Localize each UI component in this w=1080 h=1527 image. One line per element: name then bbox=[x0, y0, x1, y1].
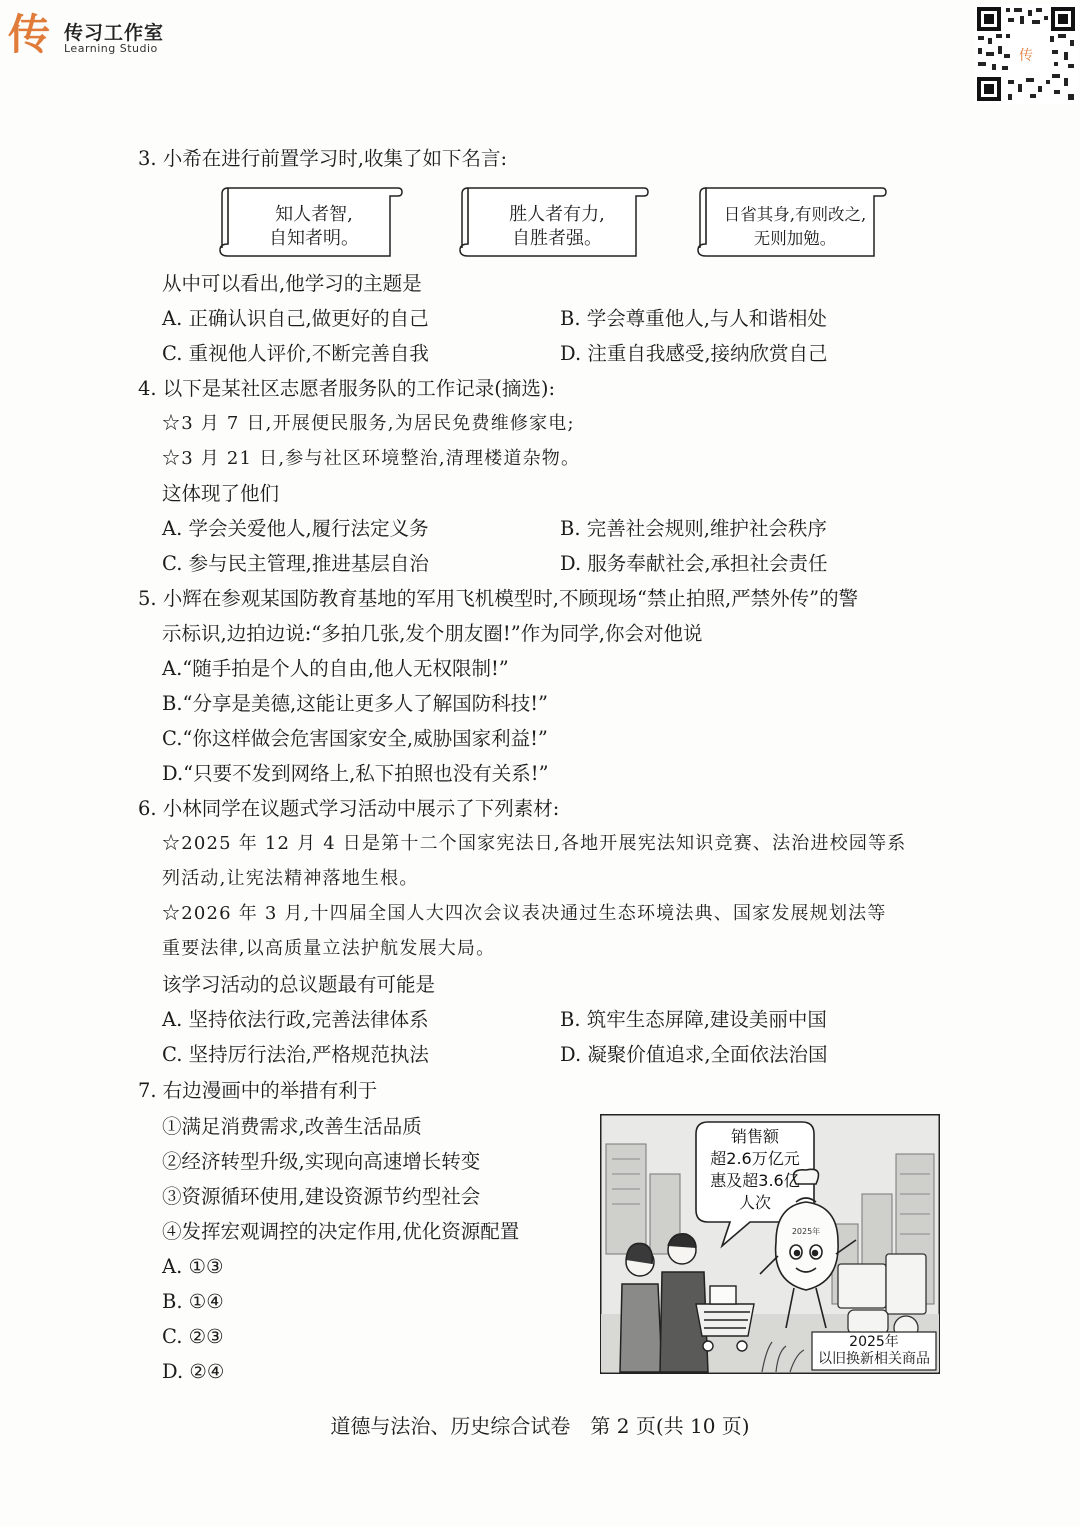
q5-option-a: A.“随手拍是个人的自由,他人无权限制!” bbox=[162, 657, 509, 680]
q3-scroll-2 bbox=[454, 182, 650, 260]
q4-material-1: ☆3 月 7 日,开展便民服务,为居民免费维修家电; bbox=[162, 413, 575, 434]
q7-cartoon bbox=[600, 1114, 940, 1374]
scroll-2-line1: 胜人者有力, bbox=[509, 204, 605, 225]
q4-stem: 4. 以下是某社区志愿者服务队的工作记录(摘选): bbox=[138, 377, 556, 400]
q3-option-c: C. 重视他人评价,不断完善自我 bbox=[162, 342, 429, 365]
q4-prompt: 这体现了他们 bbox=[162, 482, 280, 505]
q3-scroll-1 bbox=[214, 182, 404, 260]
bubble-line-3: 惠及超3.6亿 bbox=[710, 1171, 800, 1190]
scroll-1-line1: 知人者智, bbox=[275, 204, 353, 225]
q7-item-2: ②经济转型升级,实现向高速增长转变 bbox=[162, 1150, 481, 1173]
q7-item-1: ①满足消费需求,改善生活品质 bbox=[162, 1115, 422, 1138]
q6-option-a: A. 坚持依法行政,完善法律体系 bbox=[162, 1008, 429, 1031]
caption-text: 以旧换新相关商品 bbox=[818, 1351, 930, 1367]
scroll-3-line1: 日省其身,有则改之, bbox=[723, 205, 867, 224]
studio-logo-mark: 传 bbox=[8, 10, 51, 59]
page-footer: 道德与法治、历史综合试卷 第 2 页(共 10 页) bbox=[330, 1414, 750, 1438]
q7-option-c: C. ②③ bbox=[162, 1325, 224, 1348]
q7-option-d: D. ②④ bbox=[162, 1360, 225, 1383]
q7-item-3: ③资源循环使用,建设资源节约型社会 bbox=[162, 1185, 481, 1208]
q3-prompt: 从中可以看出,他学习的主题是 bbox=[162, 272, 422, 295]
q3-option-a: A. 正确认识自己,做更好的自己 bbox=[162, 307, 429, 330]
q3-scroll-3 bbox=[692, 182, 888, 260]
q5-option-c: C.“你这样做会危害国家安全,威胁国家利益!” bbox=[162, 727, 548, 750]
bubble-line-2: 超2.6万亿元 bbox=[710, 1149, 800, 1168]
q6-stem: 6. 小林同学在议题式学习活动中展示了下列素材: bbox=[138, 797, 560, 820]
scroll-1-line2: 自知者明。 bbox=[269, 228, 359, 249]
q3-option-d: D. 注重自我感受,接纳欣赏自己 bbox=[560, 342, 828, 365]
q4-option-b: B. 完善社会规则,维护社会秩序 bbox=[560, 517, 827, 540]
q6-option-b: B. 筑牢生态屏障,建设美丽中国 bbox=[560, 1008, 827, 1031]
qr-logo-glyph: 传 bbox=[1019, 48, 1033, 64]
caption-year: 2025年 bbox=[849, 1334, 899, 1350]
q3-option-b: B. 学会尊重他人,与人和谐相处 bbox=[560, 307, 827, 330]
q6-material-2: 列活动,让宪法精神落地生根。 bbox=[162, 868, 419, 889]
q6-material-3: ☆2026 年 3 月,十四届全国人大四次会议表决通过生态环境法典、国家发展规划法等 bbox=[162, 903, 887, 924]
q7-stem: 7. 右边漫画中的举措有利于 bbox=[138, 1079, 378, 1102]
q6-prompt: 该学习活动的总议题最有可能是 bbox=[162, 973, 436, 996]
scroll-2-line2: 自胜者强。 bbox=[512, 228, 602, 249]
q5-option-b: B.“分享是美德,这能让更多人了解国防科技!” bbox=[162, 692, 549, 715]
studio-name: 传习工作室 bbox=[64, 22, 165, 44]
bubble-line-1: 销售额 bbox=[730, 1127, 779, 1146]
q6-material-4: 重要法律,以高质量立法护航发展大局。 bbox=[162, 938, 496, 959]
q5-stem-line2: 示标识,边拍边说:“多拍几张,发个朋友圈!”作为同学,你会对他说 bbox=[162, 622, 703, 645]
q6-option-c: C. 坚持厉行法治,严格规范执法 bbox=[162, 1043, 429, 1066]
scroll-3-line2: 无则加勉。 bbox=[753, 229, 837, 248]
q7-option-a: A. ①③ bbox=[162, 1255, 224, 1278]
q6-option-d: D. 凝聚价值追求,全面依法治国 bbox=[560, 1043, 828, 1066]
qr-code-icon bbox=[974, 4, 1078, 104]
q7-option-b: B. ①④ bbox=[162, 1290, 224, 1313]
q6-material-1: ☆2025 年 12 月 4 日是第十二个国家宪法日,各地开展宪法知识竞赛、法治进校园等系 bbox=[162, 833, 907, 854]
q7-item-4: ④发挥宏观调控的决定作用,优化资源配置 bbox=[162, 1220, 520, 1243]
q5-stem-line1: 5. 小辉在参观某国防教育基地的军用飞机模型时,不顾现场“禁止拍照,严禁外传”的警 bbox=[138, 587, 859, 610]
q5-option-d: D.“只要不发到网络上,私下拍照也没有关系!” bbox=[162, 762, 549, 785]
q4-option-d: D. 服务奉献社会,承担社会责任 bbox=[560, 552, 828, 575]
q4-option-c: C. 参与民主管理,推进基层自治 bbox=[162, 552, 429, 575]
q3-stem: 3. 小希在进行前置学习时,收集了如下名言: bbox=[138, 147, 508, 170]
mascot-bag-label: 2025年 bbox=[791, 1227, 821, 1236]
q4-option-a: A. 学会关爱他人,履行法定义务 bbox=[162, 517, 429, 540]
studio-name-english: Learning Studio bbox=[64, 42, 158, 55]
q4-material-2: ☆3 月 21 日,参与社区环境整治,清理楼道杂物。 bbox=[162, 448, 581, 469]
bubble-line-4: 人次 bbox=[738, 1193, 771, 1212]
